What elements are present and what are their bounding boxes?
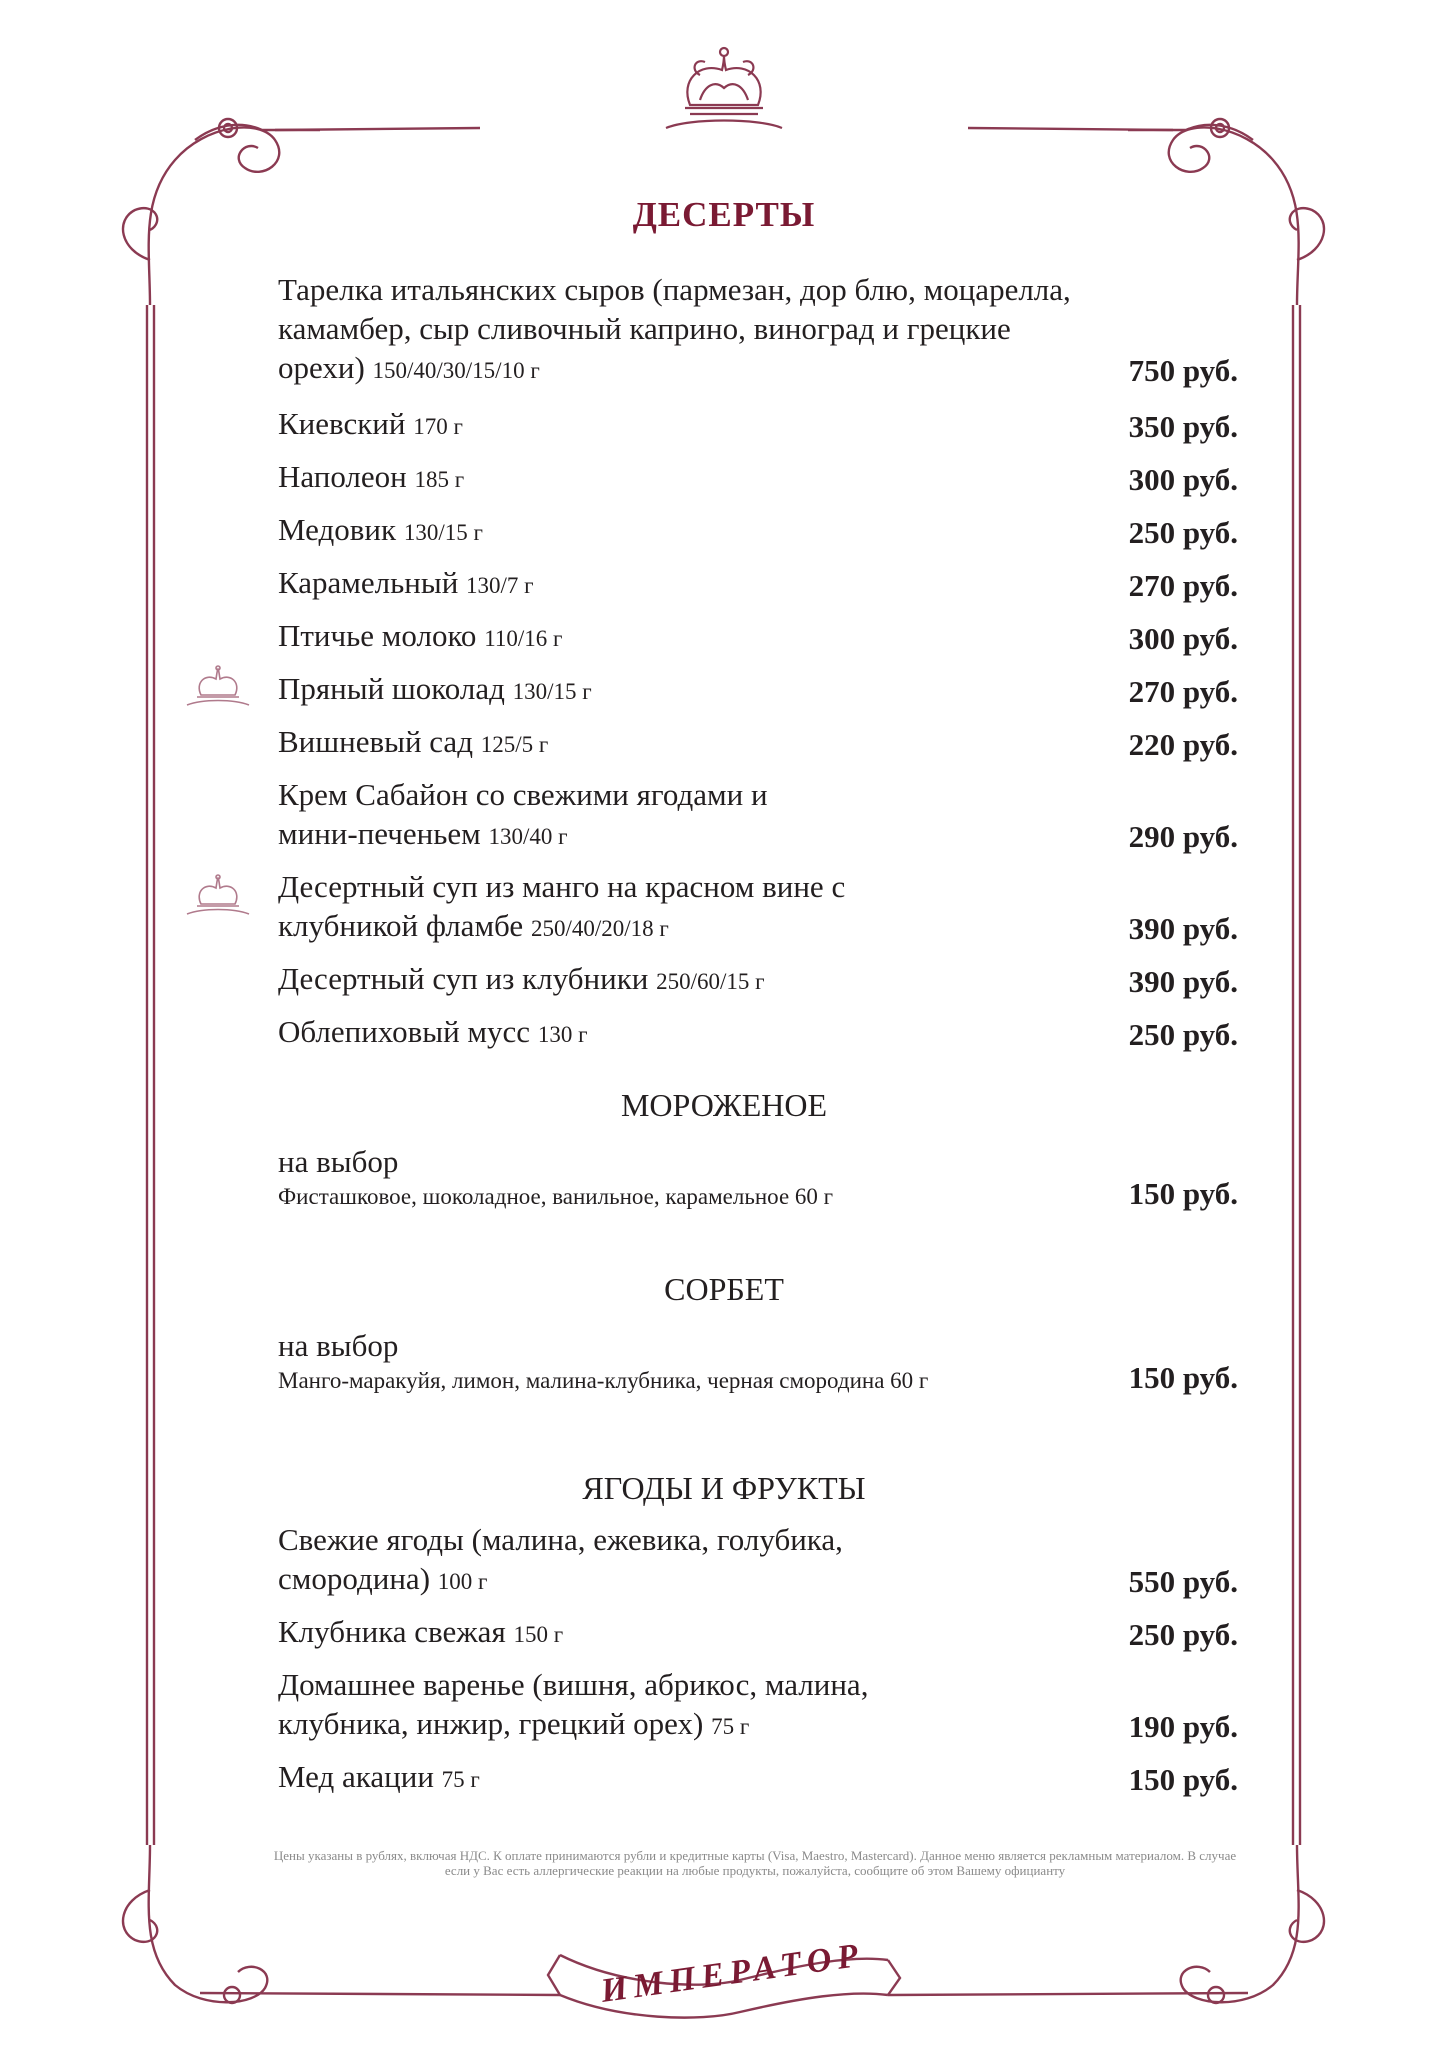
- page-title: ДЕСЕРТЫ: [632, 195, 816, 234]
- list-item: [278, 1142, 1238, 1213]
- item-weight: 130/15 г: [403, 520, 483, 545]
- section-title-ice-cream: МОРОЖЕНОЕ: [620, 1087, 828, 1123]
- list-item: [278, 1326, 1238, 1397]
- item-weight: 150 г: [513, 1622, 564, 1647]
- item-weight: 185 г: [414, 467, 465, 492]
- item-choice: на выбор: [278, 1144, 399, 1179]
- item-name: Карамельный: [278, 565, 459, 600]
- item-price: 190 руб.: [1128, 1709, 1238, 1744]
- item-name: Птичье молоко: [278, 618, 477, 653]
- list-item: [278, 616, 1238, 658]
- list-item: [278, 1012, 1238, 1054]
- section-title-berries: ЯГОДЫ И ФРУКТЫ: [582, 1470, 866, 1506]
- item-weight: 150/40/30/15/10 г: [372, 358, 540, 383]
- list-item: [278, 959, 1238, 1001]
- item-price: 150 руб.: [1128, 1360, 1238, 1395]
- list-item: [278, 457, 1238, 499]
- item-weight: 250/40/20/18 г: [530, 916, 669, 941]
- item-weight: 170 г: [413, 414, 463, 439]
- list-item: [278, 867, 1238, 948]
- list-item: [278, 669, 1238, 711]
- item-name: Крем Сабайон со свежими ягодами и мини-печеньем: [278, 777, 768, 851]
- item-weight: 75 г: [441, 1767, 480, 1792]
- item-weight: 100 г: [437, 1569, 488, 1594]
- item-price: 350 руб.: [1128, 409, 1238, 444]
- list-item: [278, 510, 1238, 552]
- item-name: Клубника свежая: [278, 1614, 506, 1649]
- item-price: 390 руб.: [1128, 911, 1238, 946]
- item-name: Тарелка итальянских сыров (пармезан, дор блю, моцарелла, камамбер, сыр сливочный каприно, виноград и грецкие орехи): [278, 272, 1071, 385]
- item-price: 550 руб.: [1128, 1564, 1238, 1599]
- item-price: 300 руб.: [1128, 462, 1238, 497]
- item-weight: 250/60/15 г: [656, 969, 765, 994]
- item-name: Десертный суп из манго на красном вине с клубникой фламбе: [278, 869, 846, 943]
- crown-icon: [666, 48, 782, 128]
- item-price: 300 руб.: [1128, 621, 1238, 656]
- section-title-sorbet: СОРБЕТ: [664, 1271, 784, 1307]
- item-price: 270 руб.: [1128, 568, 1238, 603]
- item-price: 250 руб.: [1128, 515, 1238, 550]
- item-name: Пряный шоколад: [278, 671, 505, 706]
- list-item: [278, 1665, 1238, 1746]
- item-weight: 130 г: [537, 1022, 588, 1047]
- list-item: [278, 270, 1238, 390]
- list-item: [278, 722, 1238, 764]
- list-item: [278, 775, 1238, 856]
- item-name: Домашнее варенье (вишня, абрикос, малина, клубника, инжир, грецкий орех): [278, 1667, 869, 1741]
- list-item: [278, 1520, 1238, 1601]
- item-name: Десертный суп из клубники: [278, 961, 649, 996]
- item-price: 270 руб.: [1128, 674, 1238, 709]
- item-name: Свежие ягоды (малина, ежевика, голубика, смородина): [278, 1522, 843, 1596]
- item-name: Медовик: [278, 512, 397, 547]
- item-flavors: Фисташковое, шоколадное, ванильное, карамельное 60 г: [278, 1184, 834, 1209]
- crown-icon: [183, 872, 253, 922]
- item-price: 220 руб.: [1128, 727, 1238, 762]
- list-item: [278, 1612, 1238, 1654]
- item-name: Киевский: [278, 406, 406, 441]
- item-price: 150 руб.: [1128, 1176, 1238, 1211]
- item-name: Вишневый сад: [278, 724, 473, 759]
- item-price: 290 руб.: [1128, 819, 1238, 854]
- item-flavors: Манго-маракуйя, лимон, малина-клубника, черная смородина 60 г: [278, 1368, 929, 1393]
- item-weight: 75 г: [711, 1714, 750, 1739]
- item-name: Наполеон: [278, 459, 407, 494]
- item-price: 250 руб.: [1128, 1617, 1238, 1652]
- item-weight: 130/15 г: [512, 679, 592, 704]
- item-weight: 130/7 г: [466, 573, 534, 598]
- item-price: 150 руб.: [1128, 1762, 1238, 1797]
- item-name: Облепиховый мусс: [278, 1014, 531, 1049]
- list-item: [278, 1757, 1238, 1799]
- item-choice: на выбор: [278, 1328, 399, 1363]
- item-weight: 110/16 г: [484, 626, 563, 651]
- item-name: Мед акации: [278, 1759, 434, 1794]
- brand-logo: ИМПЕРАТОР: [598, 1936, 867, 2010]
- footnote: Цены указаны в рублях, включая НДС. К оплате принимаются рубли и кредитные карты (Visa, Maestro, Mastercard). Данное меню является рекламным материалом. В случае если у Вас есть аллергические реакции на любые продукты, пожалуйста, сообщите об этом Вашему официанту: [273, 1848, 1237, 1878]
- item-price: 390 руб.: [1128, 964, 1238, 999]
- item-price: 750 руб.: [1128, 353, 1238, 388]
- item-weight: 125/5 г: [480, 732, 549, 757]
- item-weight: 130/40 г: [488, 824, 568, 849]
- crown-icon: [183, 663, 253, 713]
- list-item: [278, 563, 1238, 605]
- list-item: [278, 404, 1238, 446]
- item-price: 250 руб.: [1128, 1017, 1238, 1052]
